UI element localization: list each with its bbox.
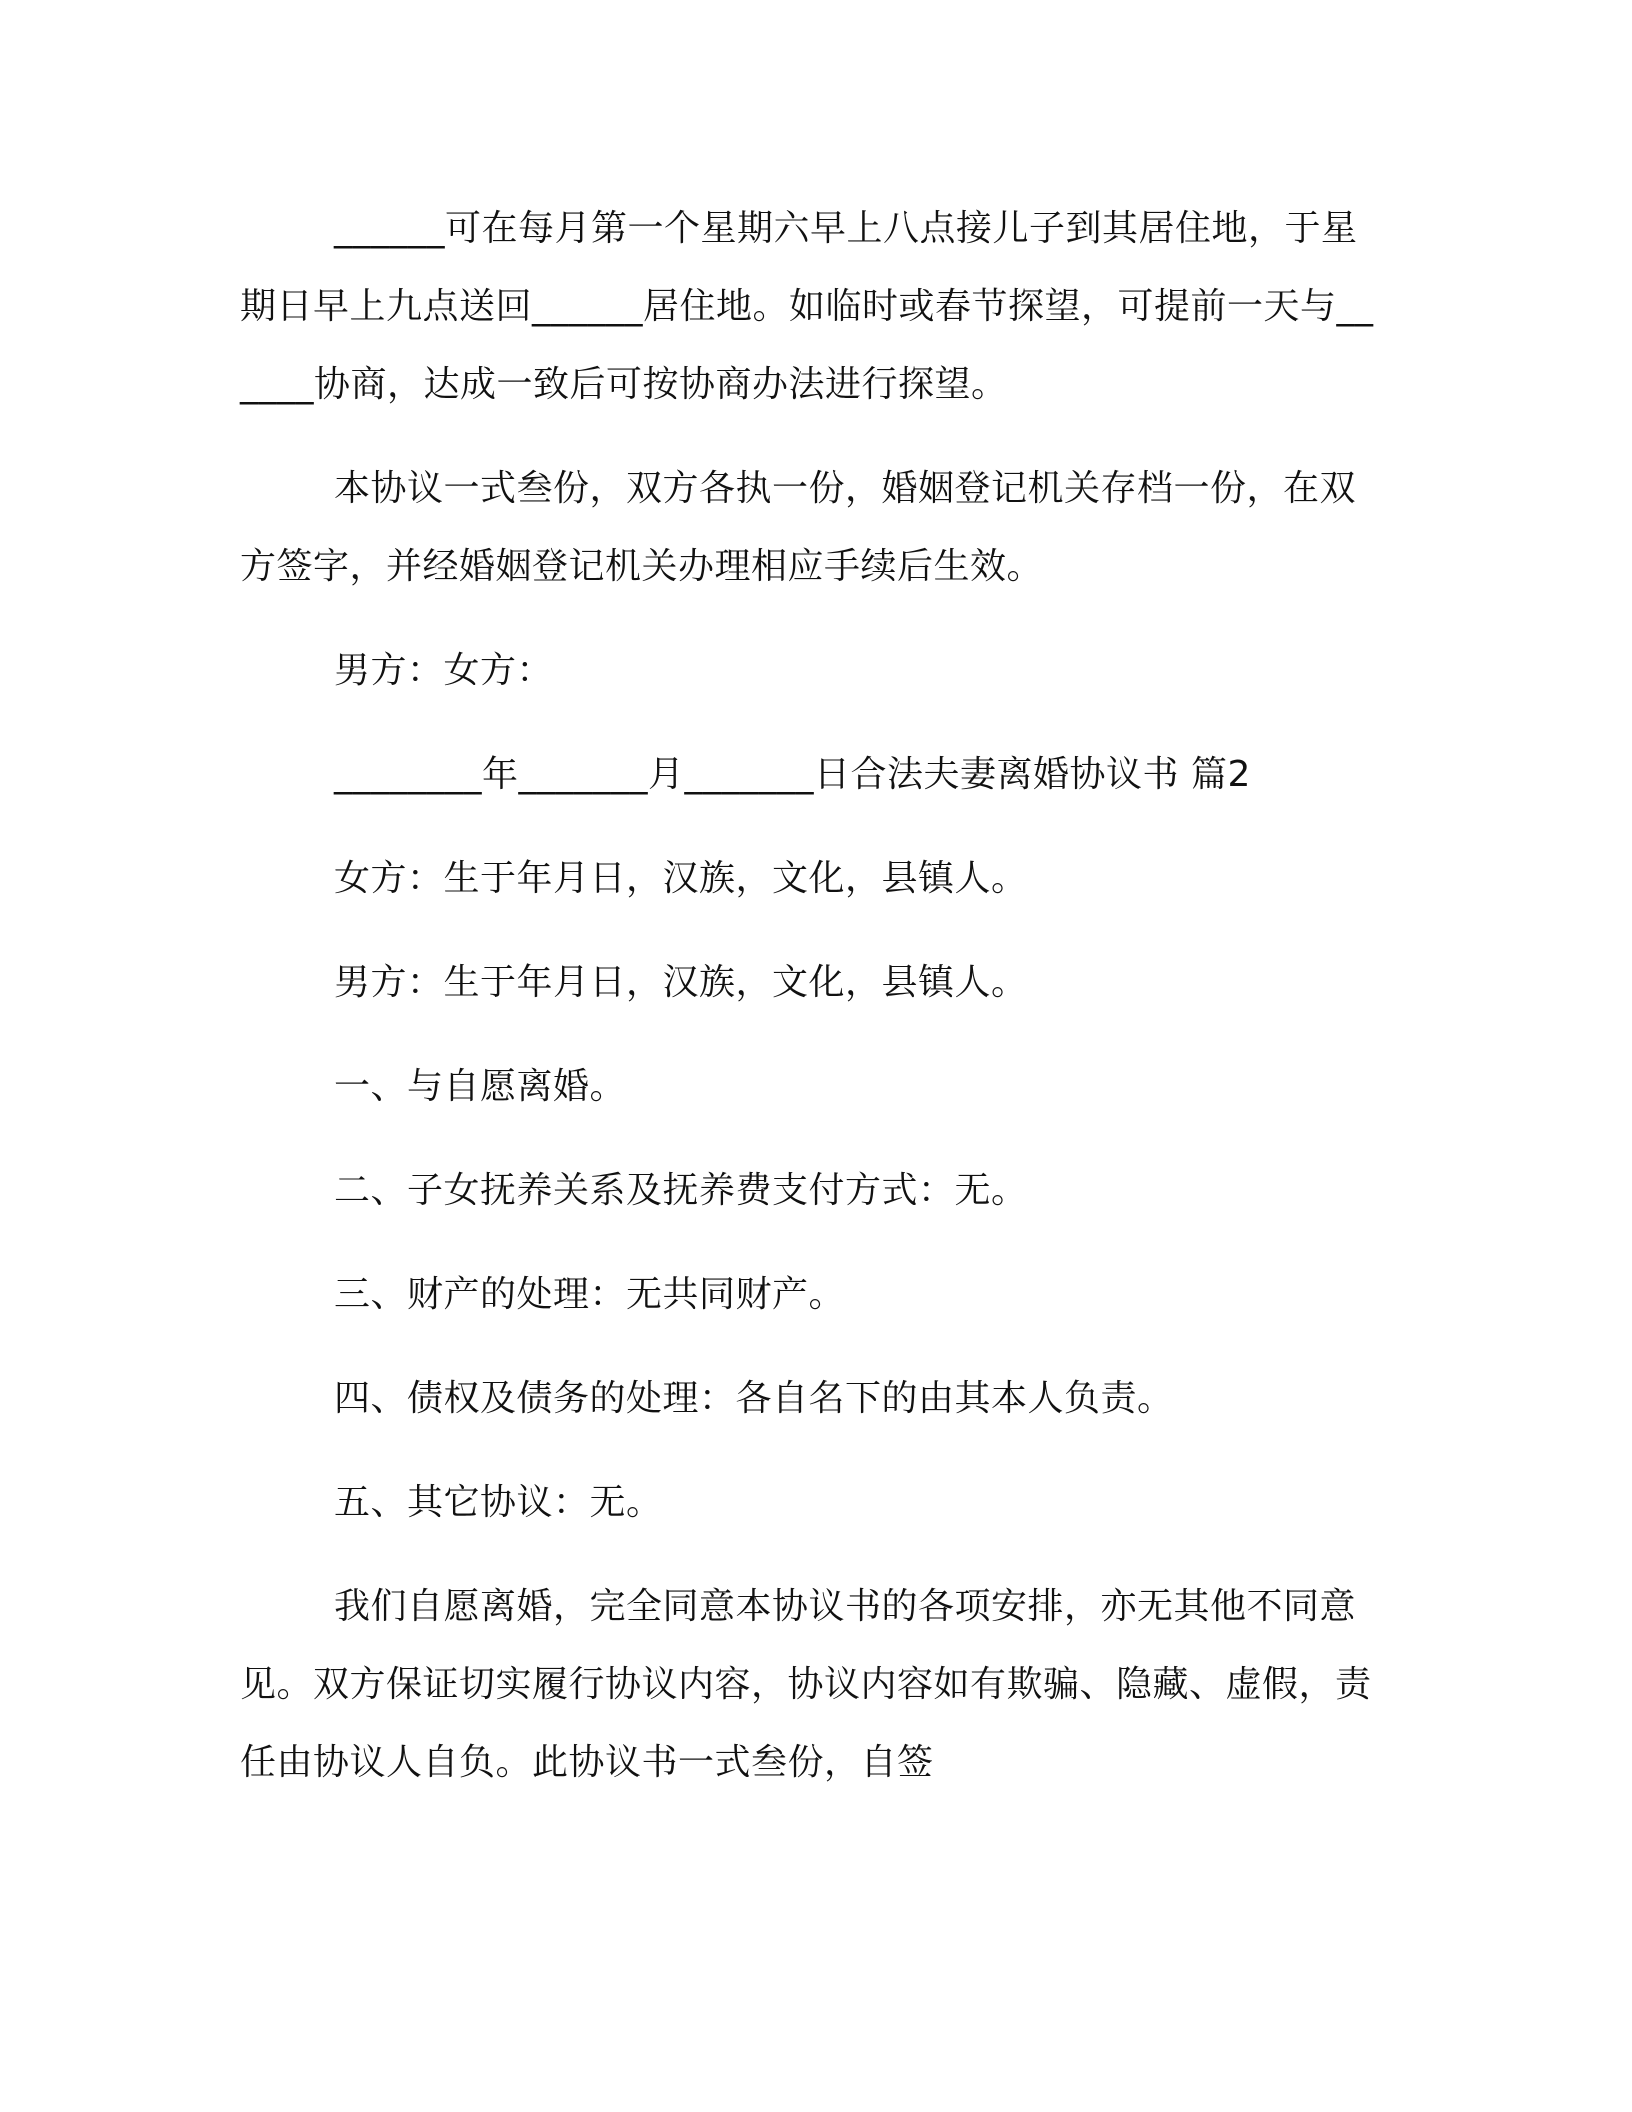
clause-4: 四、债权及债务的处理：各自名下的由其本人负责。 xyxy=(334,1378,1174,1419)
clause-3: 三、财产的处理：无共同财产。 xyxy=(334,1274,846,1315)
paragraph-agreement: 我们自愿离婚，完全同意本协议书的各项安排，亦无其他不同意见。双方保证切实履行协议内容，协议内容如有欺骗、隐藏、虚假，责任由协议人自负。此协议书一式叁份，自签 xyxy=(240,1586,1372,1783)
paragraph-female-party: 女方：生于年月日，汉族，文化，县镇人。 xyxy=(334,858,1028,899)
paragraph-copies: 本协议一式叁份，双方各执一份，婚姻登记机关存档一份，在双方签字，并经婚姻登记机关办理相应手续后生效。 xyxy=(240,468,1357,587)
clause-5: 五、其它协议：无。 xyxy=(334,1482,663,1523)
clause-2: 二、子女抚养关系及抚养费支付方式：无。 xyxy=(334,1170,1028,1211)
paragraph-male-party: 男方：生于年月日，汉族，文化，县镇人。 xyxy=(334,962,1028,1003)
paragraph-date-title: ________年_______月_______日合法夫妻离婚协议书 篇2 xyxy=(334,754,1251,795)
paragraph-signatures: 男方：女方： xyxy=(334,650,554,691)
paragraph-visitation: ______可在每月第一个星期六早上八点接儿子到其居住地，于星期日早上九点送回______居住地。如临时或春节探望，可提前一天与______协商，达成一致后可按协商办法进行探望。 xyxy=(240,208,1374,405)
document-body xyxy=(240,190,1380,1802)
clause-1: 一、与自愿离婚。 xyxy=(334,1066,627,1107)
